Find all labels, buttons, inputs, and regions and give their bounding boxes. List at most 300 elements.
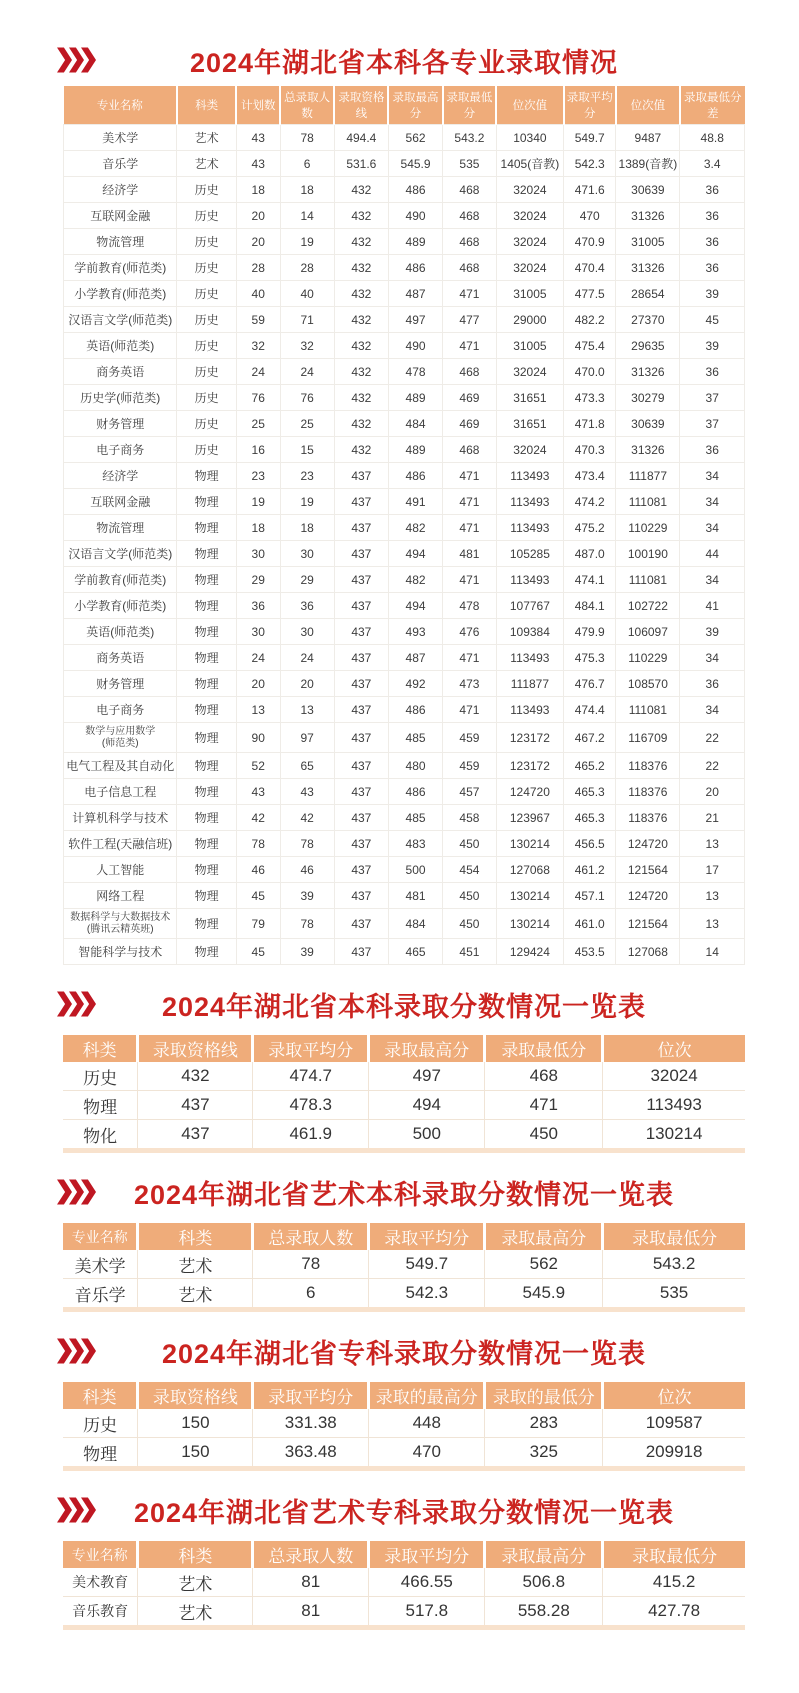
table-cell: 34 [680, 489, 745, 515]
table-cell: 历史 [63, 1409, 138, 1438]
table-cell: 小学教育(师范类) [64, 281, 177, 307]
table-cell: 36 [680, 203, 745, 229]
table-cell: 491 [388, 489, 442, 515]
table-cell: 473.4 [564, 463, 616, 489]
table-row [64, 619, 745, 645]
table-cell: 40 [280, 281, 334, 307]
table-cell: 52 [236, 753, 280, 779]
table-cell: 历史 [177, 411, 236, 437]
table-cell: 45 [236, 939, 280, 965]
table-cell: 美术学 [64, 125, 177, 151]
table-cell: 454 [443, 857, 497, 883]
table-cell: 78 [253, 1250, 369, 1279]
table-cell: 432 [334, 177, 388, 203]
table-cell: 113493 [496, 567, 563, 593]
table-cell: 24 [236, 645, 280, 671]
section-title-row [63, 988, 745, 1020]
column-header: 录取平均分 [369, 1223, 485, 1250]
table-cell: 78 [280, 125, 334, 151]
table-cell: 39 [280, 883, 334, 909]
table-cell: 76 [236, 385, 280, 411]
column-header: 计划数 [236, 86, 280, 125]
table-cell: 艺术 [138, 1568, 253, 1597]
table-cell: 32024 [603, 1062, 745, 1091]
header-row [63, 1541, 745, 1568]
table-cell: 470.0 [564, 359, 616, 385]
table-cell: 13 [680, 909, 745, 939]
table-cell: 31326 [616, 203, 680, 229]
table-row [64, 307, 745, 333]
table-cell: 数据科学与大数据技术 (腾讯云精英班) [64, 909, 177, 939]
table-cell: 325 [485, 1438, 603, 1469]
table-cell: 15 [280, 437, 334, 463]
table-cell: 456.5 [564, 831, 616, 857]
table-cell: 互联网金融 [64, 203, 177, 229]
table-row [64, 125, 745, 151]
table-cell: 3.4 [680, 151, 745, 177]
table-cell: 29 [236, 567, 280, 593]
table-cell: 31005 [616, 229, 680, 255]
table-cell: 汉语言文学(师范类) [64, 307, 177, 333]
table-cell: 535 [603, 1279, 745, 1310]
table-cell: 商务英语 [64, 645, 177, 671]
table-cell: 32024 [496, 177, 563, 203]
table-cell: 商务英语 [64, 359, 177, 385]
column-header: 科类 [63, 1035, 138, 1062]
table-cell: 23 [280, 463, 334, 489]
table-cell: 118376 [616, 779, 680, 805]
table-cell: 482.2 [564, 307, 616, 333]
table-cell: 20 [236, 229, 280, 255]
table-cell: 494 [388, 593, 442, 619]
table-cell: 34 [680, 645, 745, 671]
table-cell: 37 [680, 411, 745, 437]
table-cell: 466.55 [369, 1568, 485, 1597]
table-cell: 32 [280, 333, 334, 359]
table-cell: 437 [334, 619, 388, 645]
table-cell: 478 [443, 593, 497, 619]
table-row [64, 333, 745, 359]
table-cell: 517.8 [369, 1597, 485, 1628]
chevron-right-icon [57, 48, 72, 73]
table-cell: 437 [334, 939, 388, 965]
table-cell: 财务管理 [64, 671, 177, 697]
table-cell: 79 [236, 909, 280, 939]
table-cell: 14 [680, 939, 745, 965]
table-row [64, 281, 745, 307]
table-cell: 电子商务 [64, 437, 177, 463]
table-row [63, 1091, 745, 1120]
column-header: 专业名称 [63, 1223, 138, 1250]
table-cell: 127068 [496, 857, 563, 883]
table-cell: 432 [334, 281, 388, 307]
table-cell: 545.9 [388, 151, 442, 177]
table-cell: 43 [236, 151, 280, 177]
table-cell: 32024 [496, 229, 563, 255]
section-art-zhuanke-scores [63, 1494, 745, 1630]
table-cell: 283 [485, 1409, 603, 1438]
table-cell: 437 [334, 779, 388, 805]
table-row [64, 229, 745, 255]
benke-majors-table [63, 86, 745, 965]
table-cell: 历史 [177, 333, 236, 359]
table-cell: 493 [388, 619, 442, 645]
table-row [63, 1250, 745, 1279]
column-header: 录取平均分 [369, 1541, 485, 1568]
table-cell: 470.4 [564, 255, 616, 281]
table-cell: 43 [236, 779, 280, 805]
table-cell: 电子信息工程 [64, 779, 177, 805]
table-row [64, 753, 745, 779]
column-header: 位次值 [616, 86, 680, 125]
table-cell: 艺术 [138, 1279, 253, 1310]
column-header: 录取最低分 [485, 1035, 603, 1062]
table-cell: 30 [236, 619, 280, 645]
table-cell: 学前教育(师范类) [64, 255, 177, 281]
column-header: 录取最低分 [443, 86, 497, 125]
table-row [64, 857, 745, 883]
column-header: 科类 [138, 1223, 253, 1250]
table-cell: 历史学(师范类) [64, 385, 177, 411]
table-cell: 437 [334, 883, 388, 909]
table-cell: 437 [138, 1091, 253, 1120]
table-cell: 32024 [496, 359, 563, 385]
table-cell: 24 [280, 359, 334, 385]
table-cell: 106097 [616, 619, 680, 645]
table-cell: 31651 [496, 411, 563, 437]
art-benke-scores-table [63, 1223, 745, 1312]
table-cell: 36 [680, 229, 745, 255]
table-cell: 468 [443, 203, 497, 229]
table-cell: 108570 [616, 671, 680, 697]
table-cell: 物理 [177, 645, 236, 671]
table-cell: 471.8 [564, 411, 616, 437]
table-row [64, 671, 745, 697]
table-cell: 学前教育(师范类) [64, 567, 177, 593]
table-row [63, 1409, 745, 1438]
table-cell: 129424 [496, 939, 563, 965]
table-cell: 453.5 [564, 939, 616, 965]
table-cell: 562 [485, 1250, 603, 1279]
table-cell: 486 [388, 255, 442, 281]
table-cell: 物理 [177, 463, 236, 489]
column-header: 录取资格线 [334, 86, 388, 125]
table-cell: 18 [280, 177, 334, 203]
triple-chevron-icon [57, 992, 93, 1017]
column-header: 录取的最高分 [369, 1382, 485, 1409]
table-cell: 28 [280, 255, 334, 281]
table-cell: 软件工程(天融信班) [64, 831, 177, 857]
table-cell: 471 [443, 333, 497, 359]
triple-chevron-icon [57, 1498, 93, 1523]
table-cell: 432 [334, 411, 388, 437]
table-cell: 39 [280, 939, 334, 965]
table-cell: 1389(音教) [616, 151, 680, 177]
table-cell: 21 [680, 805, 745, 831]
table-cell: 历史 [177, 229, 236, 255]
table-cell: 465.3 [564, 805, 616, 831]
table-cell: 437 [334, 645, 388, 671]
table-cell: 英语(师范类) [64, 619, 177, 645]
table-cell: 471 [443, 567, 497, 593]
table-cell: 471 [443, 463, 497, 489]
table-row [63, 1438, 745, 1469]
table-cell: 39 [680, 619, 745, 645]
column-header: 专业名称 [64, 86, 177, 125]
table-row [64, 939, 745, 965]
table-row [64, 385, 745, 411]
table-cell: 智能科学与技术 [64, 939, 177, 965]
benke-scores-table [63, 1035, 745, 1153]
table-cell: 123172 [496, 753, 563, 779]
table-cell: 物化 [63, 1120, 138, 1151]
table-cell: 459 [443, 723, 497, 753]
table-cell: 历史 [177, 385, 236, 411]
table-cell: 477 [443, 307, 497, 333]
table-cell: 474.4 [564, 697, 616, 723]
table-cell: 美术教育 [63, 1568, 138, 1597]
table-cell: 43 [280, 779, 334, 805]
table-cell: 490 [388, 203, 442, 229]
table-cell: 28654 [616, 281, 680, 307]
table-cell: 471 [443, 697, 497, 723]
column-header: 总录取人数 [253, 1223, 369, 1250]
table-cell: 473 [443, 671, 497, 697]
table-cell: 437 [334, 489, 388, 515]
table-cell: 465.3 [564, 779, 616, 805]
table-cell: 482 [388, 515, 442, 541]
table-cell: 34 [680, 697, 745, 723]
table-cell: 29635 [616, 333, 680, 359]
table-cell: 32024 [496, 203, 563, 229]
table-cell: 29000 [496, 307, 563, 333]
table-cell: 121564 [616, 857, 680, 883]
table-cell: 487.0 [564, 541, 616, 567]
table-cell: 471 [443, 515, 497, 541]
table-cell: 486 [388, 779, 442, 805]
table-cell: 48.8 [680, 125, 745, 151]
section-zhuanke-scores [63, 1335, 745, 1471]
table-cell: 474.2 [564, 489, 616, 515]
table-cell: 34 [680, 567, 745, 593]
table-cell: 150 [138, 1438, 253, 1469]
table-cell: 电子商务 [64, 697, 177, 723]
table-cell: 432 [334, 229, 388, 255]
table-cell: 39 [680, 333, 745, 359]
table-cell: 437 [334, 753, 388, 779]
table-cell: 30 [236, 541, 280, 567]
table-row [63, 1568, 745, 1597]
table-cell: 109384 [496, 619, 563, 645]
table-cell: 34 [680, 463, 745, 489]
table-cell: 471 [443, 281, 497, 307]
column-header: 科类 [138, 1541, 253, 1568]
table-cell: 450 [443, 883, 497, 909]
table-cell: 437 [334, 541, 388, 567]
chevron-right-icon [57, 1180, 72, 1205]
table-cell: 艺术 [177, 125, 236, 151]
table-cell: 78 [280, 909, 334, 939]
column-header: 位次值 [496, 86, 563, 125]
table-cell: 482 [388, 567, 442, 593]
table-cell: 网络工程 [64, 883, 177, 909]
table-cell: 489 [388, 385, 442, 411]
table-cell: 25 [280, 411, 334, 437]
table-cell: 111081 [616, 567, 680, 593]
header-row [63, 1223, 745, 1250]
table-cell: 450 [443, 831, 497, 857]
table-cell: 470.3 [564, 437, 616, 463]
table-cell: 549.7 [369, 1250, 485, 1279]
table-cell: 41 [680, 593, 745, 619]
table-row [64, 437, 745, 463]
table-cell: 31326 [616, 359, 680, 385]
table-cell: 78 [280, 831, 334, 857]
table-cell: 531.6 [334, 151, 388, 177]
table-cell: 489 [388, 437, 442, 463]
table-cell: 9487 [616, 125, 680, 151]
table-cell: 130214 [603, 1120, 745, 1151]
table-cell: 468 [443, 177, 497, 203]
table-cell: 121564 [616, 909, 680, 939]
table-row [63, 1062, 745, 1091]
table-cell: 473.3 [564, 385, 616, 411]
table-cell: 6 [253, 1279, 369, 1310]
table-cell: 34 [680, 515, 745, 541]
table-cell: 物理 [177, 541, 236, 567]
table-cell: 20 [280, 671, 334, 697]
table-cell: 30639 [616, 177, 680, 203]
table-cell: 历史 [177, 359, 236, 385]
table-cell: 500 [388, 857, 442, 883]
table-row [64, 779, 745, 805]
table-cell: 471 [485, 1091, 603, 1120]
table-cell: 物理 [63, 1091, 138, 1120]
column-header: 录取资格线 [138, 1035, 253, 1062]
section-title: 2024年湖北省本科各专业录取情况 [189, 47, 619, 78]
table-cell: 历史 [177, 203, 236, 229]
table-cell: 130214 [496, 883, 563, 909]
table-cell: 物理 [177, 723, 236, 753]
table-cell: 111081 [616, 697, 680, 723]
table-cell: 36 [680, 359, 745, 385]
section-title-row [63, 1176, 745, 1208]
table-cell: 484 [388, 411, 442, 437]
table-cell: 432 [334, 437, 388, 463]
table-cell: 1405(音教) [496, 151, 563, 177]
table-cell: 427.78 [603, 1597, 745, 1628]
table-row [64, 541, 745, 567]
table-cell: 17 [680, 857, 745, 883]
table-cell: 497 [388, 307, 442, 333]
table-cell: 471 [443, 645, 497, 671]
table-cell: 电气工程及其自动化 [64, 753, 177, 779]
table-cell: 97 [280, 723, 334, 753]
table-cell: 479.9 [564, 619, 616, 645]
table-cell: 数学与应用数学 (师范类) [64, 723, 177, 753]
table-cell: 历史 [177, 255, 236, 281]
column-header: 位次 [603, 1035, 745, 1062]
table-cell: 36 [680, 255, 745, 281]
table-cell: 100190 [616, 541, 680, 567]
column-header: 录取最高分 [388, 86, 442, 125]
table-cell: 10340 [496, 125, 563, 151]
table-cell: 543.2 [603, 1250, 745, 1279]
table-cell: 汉语言文学(师范类) [64, 541, 177, 567]
table-cell: 81 [253, 1568, 369, 1597]
table-cell: 468 [485, 1062, 603, 1091]
table-cell: 451 [443, 939, 497, 965]
table-cell: 468 [443, 255, 497, 281]
table-cell: 432 [334, 203, 388, 229]
table-cell: 20 [236, 203, 280, 229]
table-cell: 36 [236, 593, 280, 619]
table-cell: 470 [369, 1438, 485, 1469]
table-cell: 432 [138, 1062, 253, 1091]
table-cell: 494 [369, 1091, 485, 1120]
table-cell: 130214 [496, 909, 563, 939]
table-cell: 130214 [496, 831, 563, 857]
table-cell: 486 [388, 697, 442, 723]
table-cell: 487 [388, 281, 442, 307]
table-cell: 475.2 [564, 515, 616, 541]
table-cell: 物理 [177, 753, 236, 779]
table-cell: 113493 [496, 515, 563, 541]
section-title: 2024年湖北省专科录取分数情况一览表 [161, 1338, 647, 1369]
table-cell: 492 [388, 671, 442, 697]
table-row [64, 177, 745, 203]
table-cell: 36 [680, 671, 745, 697]
table-cell: 475.3 [564, 645, 616, 671]
table-cell: 30639 [616, 411, 680, 437]
column-header: 科类 [177, 86, 236, 125]
table-cell: 物理 [177, 831, 236, 857]
table-cell: 494.4 [334, 125, 388, 151]
table-cell: 484 [388, 909, 442, 939]
table-cell: 24 [236, 359, 280, 385]
table-cell: 489 [388, 229, 442, 255]
chevron-right-icon [57, 1498, 72, 1523]
table-cell: 42 [280, 805, 334, 831]
table-cell: 113493 [603, 1091, 745, 1120]
table-cell: 30 [280, 541, 334, 567]
table-cell: 448 [369, 1409, 485, 1438]
table-cell: 450 [485, 1120, 603, 1151]
table-cell: 76 [280, 385, 334, 411]
table-cell: 465 [388, 939, 442, 965]
table-cell: 109587 [603, 1409, 745, 1438]
table-cell: 113493 [496, 489, 563, 515]
chevron-right-icon [57, 992, 72, 1017]
table-cell: 363.48 [253, 1438, 369, 1469]
table-cell: 457.1 [564, 883, 616, 909]
table-cell: 468 [443, 359, 497, 385]
table-cell: 437 [334, 723, 388, 753]
table-cell: 113493 [496, 645, 563, 671]
table-cell: 116709 [616, 723, 680, 753]
table-row [64, 151, 745, 177]
table-cell: 31651 [496, 385, 563, 411]
table-cell: 437 [334, 831, 388, 857]
table-cell: 124720 [616, 883, 680, 909]
table-cell: 475.4 [564, 333, 616, 359]
table-cell: 481 [443, 541, 497, 567]
zhuanke-scores-table [63, 1382, 745, 1471]
section-benke-majors [63, 44, 745, 965]
table-cell: 31005 [496, 281, 563, 307]
table-cell: 111877 [496, 671, 563, 697]
table-cell: 465.2 [564, 753, 616, 779]
